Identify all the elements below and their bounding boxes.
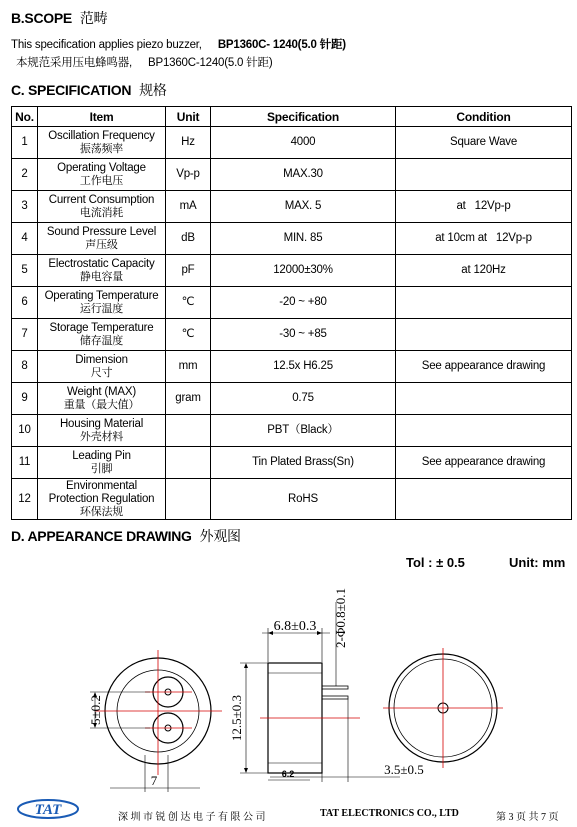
cell-item xyxy=(38,159,166,191)
table-row xyxy=(12,415,572,447)
cell-item xyxy=(38,351,166,383)
cell-unit xyxy=(166,447,211,479)
col-header-item: Item xyxy=(38,107,166,127)
item-cn: 储存温度 xyxy=(79,334,124,347)
cell-unit: ℃ xyxy=(166,287,211,319)
item-cn: 引脚 xyxy=(90,462,113,475)
cell-item xyxy=(38,447,166,479)
item-cn: 重量（最大值） xyxy=(63,398,140,411)
footer-company-cn: 深 圳 市 锐 创 达 电 子 有 限 公 司 xyxy=(118,812,266,823)
cell-spec: 0.75 xyxy=(211,383,396,415)
cell-item xyxy=(38,415,166,447)
cell-condition: at 120Hz xyxy=(396,255,572,287)
cell-spec: MAX.30 xyxy=(211,159,396,191)
tolerance-label: Tol : ± 0.5 xyxy=(406,555,465,570)
cell-condition: at 12Vp-p xyxy=(396,191,572,223)
cell-spec: PBT（Black） xyxy=(211,415,396,447)
cell-spec: Tin Plated Brass(Sn) xyxy=(211,447,396,479)
cell-spec: -30 ~ +85 xyxy=(211,319,396,351)
arrow-125-bottom xyxy=(244,768,248,773)
scope-line-cn-prefix: 本规范采用压电蜂鸣器, xyxy=(16,57,132,69)
dim-pin-label: 2-Φ0.8±0.1 xyxy=(333,588,348,648)
cell-no: 1 xyxy=(12,127,38,159)
unit-label: Unit: mm xyxy=(509,555,566,570)
cell-condition xyxy=(396,479,572,520)
item-cn: 尺寸 xyxy=(90,366,113,379)
scope-heading-cn: 范畴 xyxy=(79,10,108,26)
arrow-68-left xyxy=(268,631,273,635)
cell-no: 2 xyxy=(12,159,38,191)
cell-unit: ℃ xyxy=(166,319,211,351)
cell-spec: MAX. 5 xyxy=(211,191,396,223)
item-cn: 静电容量 xyxy=(79,270,124,283)
cell-no: 3 xyxy=(12,191,38,223)
item-en: Environmental xyxy=(66,479,137,492)
item-en: Storage Temperature xyxy=(49,321,154,334)
cell-condition: Square Wave xyxy=(396,127,572,159)
cell-condition xyxy=(396,159,572,191)
cell-unit: gram xyxy=(166,383,211,415)
spec-heading-en: C. SPECIFICATION xyxy=(11,82,132,98)
item-cn: 运行温度 xyxy=(79,302,124,315)
cell-condition xyxy=(396,319,572,351)
table-row xyxy=(12,287,572,319)
scope-line-cn xyxy=(16,54,272,70)
item-cn: 振荡频率 xyxy=(79,142,124,155)
item-en: Sound Pressure Level xyxy=(46,225,157,238)
table-row xyxy=(12,447,572,479)
item-cn: 工作电压 xyxy=(79,174,124,187)
cell-no: 6 xyxy=(12,287,38,319)
item-cn: 环保法规 xyxy=(79,505,124,518)
cell-no: 7 xyxy=(12,319,38,351)
cell-no: 10 xyxy=(12,415,38,447)
cell-condition: See appearance drawing xyxy=(396,351,572,383)
cell-unit xyxy=(166,415,211,447)
table-row xyxy=(12,127,572,159)
cell-condition xyxy=(396,383,572,415)
top-view xyxy=(383,648,503,768)
col-header-no: No. xyxy=(12,107,38,127)
cell-spec: MIN. 85 xyxy=(211,223,396,255)
item-en: Electrostatic Capacity xyxy=(48,257,155,270)
item-en: Weight (MAX) xyxy=(67,385,136,398)
table-row xyxy=(12,319,572,351)
cell-no: 4 xyxy=(12,223,38,255)
cell-no: 12 xyxy=(12,479,38,520)
arrow-68-right xyxy=(317,631,322,635)
cell-condition: at 10cm at 12Vp-p xyxy=(396,223,572,255)
cell-no: 8 xyxy=(12,351,38,383)
cell-condition xyxy=(396,287,572,319)
drawing-heading-en: D. APPEARANCE DRAWING xyxy=(11,528,192,544)
cell-unit: mA xyxy=(166,191,211,223)
col-header-unit: Unit xyxy=(166,107,211,127)
cell-item xyxy=(38,255,166,287)
item-cn: 电流消耗 xyxy=(79,206,124,219)
pin-top xyxy=(322,686,348,689)
cell-item xyxy=(38,127,166,159)
cell-spec: -20 ~ +80 xyxy=(211,287,396,319)
cell-unit: Hz xyxy=(166,127,211,159)
dim-left-label: 5±0.2 xyxy=(88,695,103,725)
scope-heading xyxy=(11,8,107,28)
tat-logo xyxy=(16,796,80,822)
table-row xyxy=(12,223,572,255)
item-en: Housing Material xyxy=(59,417,144,430)
cell-unit: Vp-p xyxy=(166,159,211,191)
cell-item xyxy=(38,223,166,255)
scope-line-en-prefix: This specification applies piezo buzzer, xyxy=(11,39,202,51)
dim-bottom-left-label: 7 xyxy=(150,773,158,788)
item-cn: 外壳材料 xyxy=(79,430,124,443)
cell-condition: See appearance drawing xyxy=(396,447,572,479)
cell-no: 9 xyxy=(12,383,38,415)
item-en: Operating Voltage xyxy=(57,161,146,174)
cell-no: 5 xyxy=(12,255,38,287)
item-en: Leading Pin xyxy=(72,449,131,462)
cell-item xyxy=(38,383,166,415)
cell-spec: 4000 xyxy=(211,127,396,159)
table-row xyxy=(12,351,572,383)
table-row xyxy=(12,383,572,415)
footer-company-en: TAT ELECTRONICS CO., LTD xyxy=(320,808,459,819)
table-row xyxy=(12,191,572,223)
item-en: Current Consumption xyxy=(48,193,155,206)
cell-item xyxy=(38,319,166,351)
cell-item xyxy=(38,191,166,223)
cell-spec: 12000±30% xyxy=(211,255,396,287)
scope-heading-en: B.SCOPE xyxy=(11,10,72,26)
spec-heading-cn: 规格 xyxy=(139,82,167,98)
table-row xyxy=(12,479,572,520)
dim-base-label: 6.2 xyxy=(281,769,295,779)
spec-table xyxy=(11,106,572,520)
cell-condition xyxy=(396,415,572,447)
drawing-heading-cn: 外观图 xyxy=(199,528,241,544)
cell-spec: 12.5x H6.25 xyxy=(211,351,396,383)
table-row xyxy=(12,255,572,287)
scope-line-cn-part: BP1360C-1240(5.0 针距) xyxy=(148,57,273,69)
col-header-specification: Specification xyxy=(211,107,396,127)
dim-top-label: 6.8±0.3 xyxy=(273,619,317,634)
item-cn: 声压级 xyxy=(85,238,118,251)
cell-no: 11 xyxy=(12,447,38,479)
pin-bottom xyxy=(322,696,348,699)
appearance-drawing xyxy=(0,570,577,798)
cell-unit xyxy=(166,479,211,520)
spec-heading xyxy=(11,80,167,100)
cell-unit: mm xyxy=(166,351,211,383)
cell-unit: pF xyxy=(166,255,211,287)
cell-item xyxy=(38,287,166,319)
col-header-condition: Condition xyxy=(396,107,572,127)
drawing-heading xyxy=(11,526,241,546)
dim-height-label: 12.5±0.3 xyxy=(229,694,244,742)
item-en-line2: Protection Regulation xyxy=(48,492,155,505)
footer-page: 第 3 页 共 7 页 xyxy=(496,812,559,823)
cell-spec: RoHS xyxy=(211,479,396,520)
cell-item xyxy=(38,479,166,520)
item-en: Oscillation Frequency xyxy=(48,129,155,142)
logo-text: TAT xyxy=(34,802,62,818)
table-header-row xyxy=(12,107,572,127)
arrow-125-top xyxy=(244,663,248,668)
dim-pin-len-label: 3.5±0.5 xyxy=(384,762,424,777)
item-en: Operating Temperature xyxy=(44,289,159,302)
cell-unit: dB xyxy=(166,223,211,255)
bottom-view xyxy=(90,650,222,792)
table-row xyxy=(12,159,572,191)
scope-line-en-part: BP1360C- 1240(5.0 针距) xyxy=(217,39,346,51)
scope-line-en xyxy=(11,36,346,52)
side-view xyxy=(240,602,400,782)
item-en: Dimension xyxy=(75,353,128,366)
